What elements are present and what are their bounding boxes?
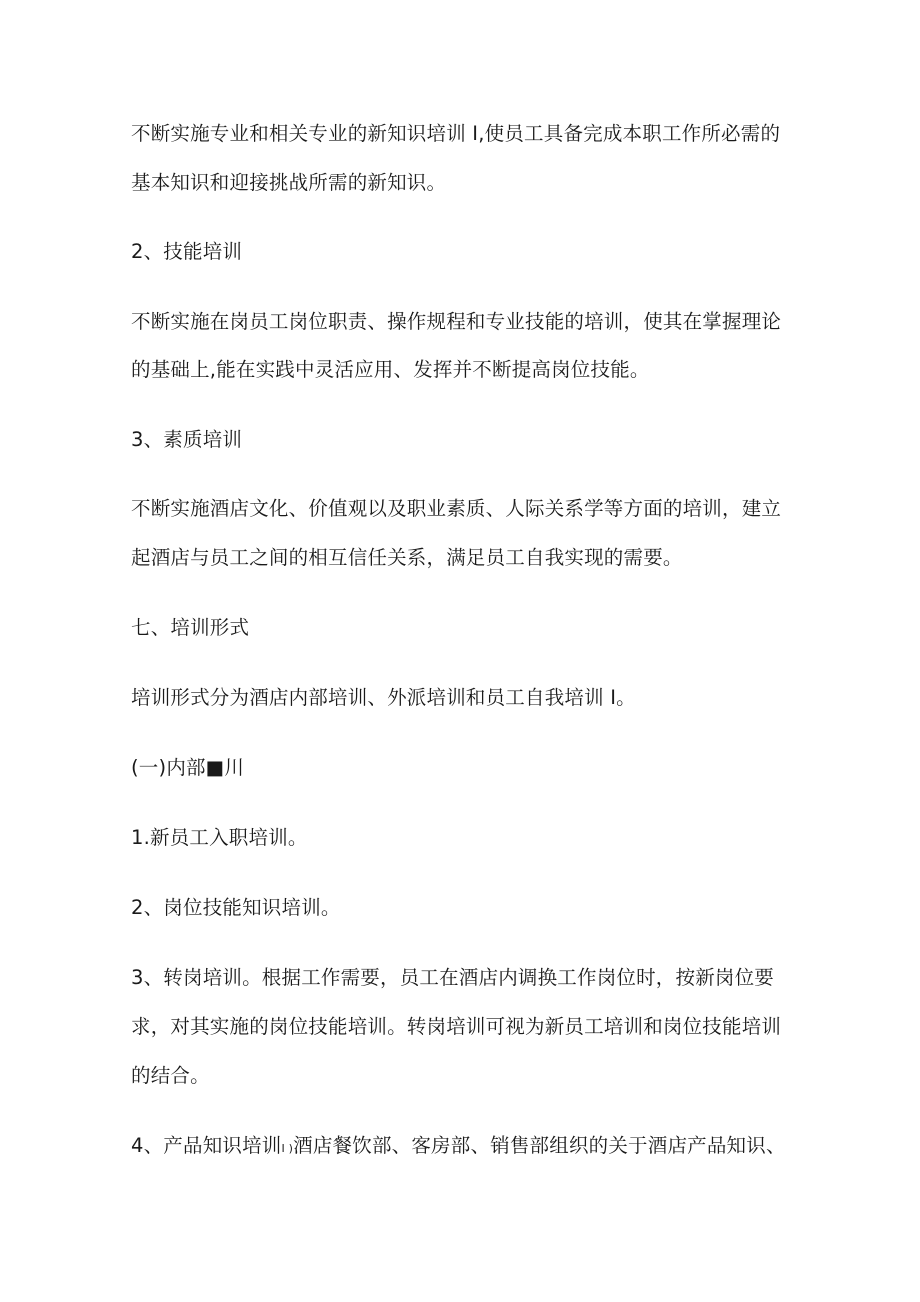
list-item-4-prefix: 4、产品知识培训 — [131, 1134, 282, 1157]
heading-skill-training: 2、技能培训 — [131, 240, 243, 263]
paragraph-1-line-2: 基本知识和迎接挑战所需的新知识。 — [131, 171, 447, 194]
paragraph-3-line-2: 起酒店与员工之间的相互信任关系，满足员工自我实现的需要。 — [131, 546, 683, 569]
list-item-3-line-3: 的结合。 — [131, 1064, 210, 1087]
list-item-1: 1.新员工入职培训。 — [131, 826, 308, 849]
list-item-3-line-1: 3、转岗培训。根据工作需要，员工在酒店内调换工作岗位时，按新岗位要 — [131, 966, 775, 989]
subsection-heading-internal: (一)内部■川 — [131, 756, 245, 779]
list-item-4-mark: I ) — [281, 1142, 294, 1155]
paragraph-3-line-1: 不断实施酒店文化、价值观以及职业素质、人际关系学等方面的培训，建立 — [131, 497, 782, 520]
heading-quality-training: 3、素质培训 — [131, 428, 243, 451]
list-item-2: 2、岗位技能知识培训。 — [131, 896, 341, 919]
section-intro: 培训形式分为酒店内部培训、外派培训和员工自我培训 I。 — [131, 686, 636, 709]
list-item-4 — [131, 1134, 786, 1161]
list-item-3-line-2: 求，对其实施的岗位技能培训。转岗培训可视为新员工培训和岗位技能培训 — [131, 1015, 782, 1038]
paragraph-2-line-2: 的基础上,能在实践中灵活应用、发挥并不断提高岗位技能。 — [131, 358, 650, 381]
section-heading-training-forms: 七、培训形式 — [131, 616, 250, 639]
paragraph-1-line-1: 不断实施专业和相关专业的新知识培训 I,使员工具备完成本职工作所必需的 — [131, 122, 781, 145]
list-item-4-suffix: 酒店餐饮部、客房部、销售部组织的关于酒店产品知识、 — [293, 1134, 786, 1157]
paragraph-2-line-1: 不断实施在岗员工岗位职责、操作规程和专业技能的培训，使其在掌握理论 — [131, 310, 782, 333]
